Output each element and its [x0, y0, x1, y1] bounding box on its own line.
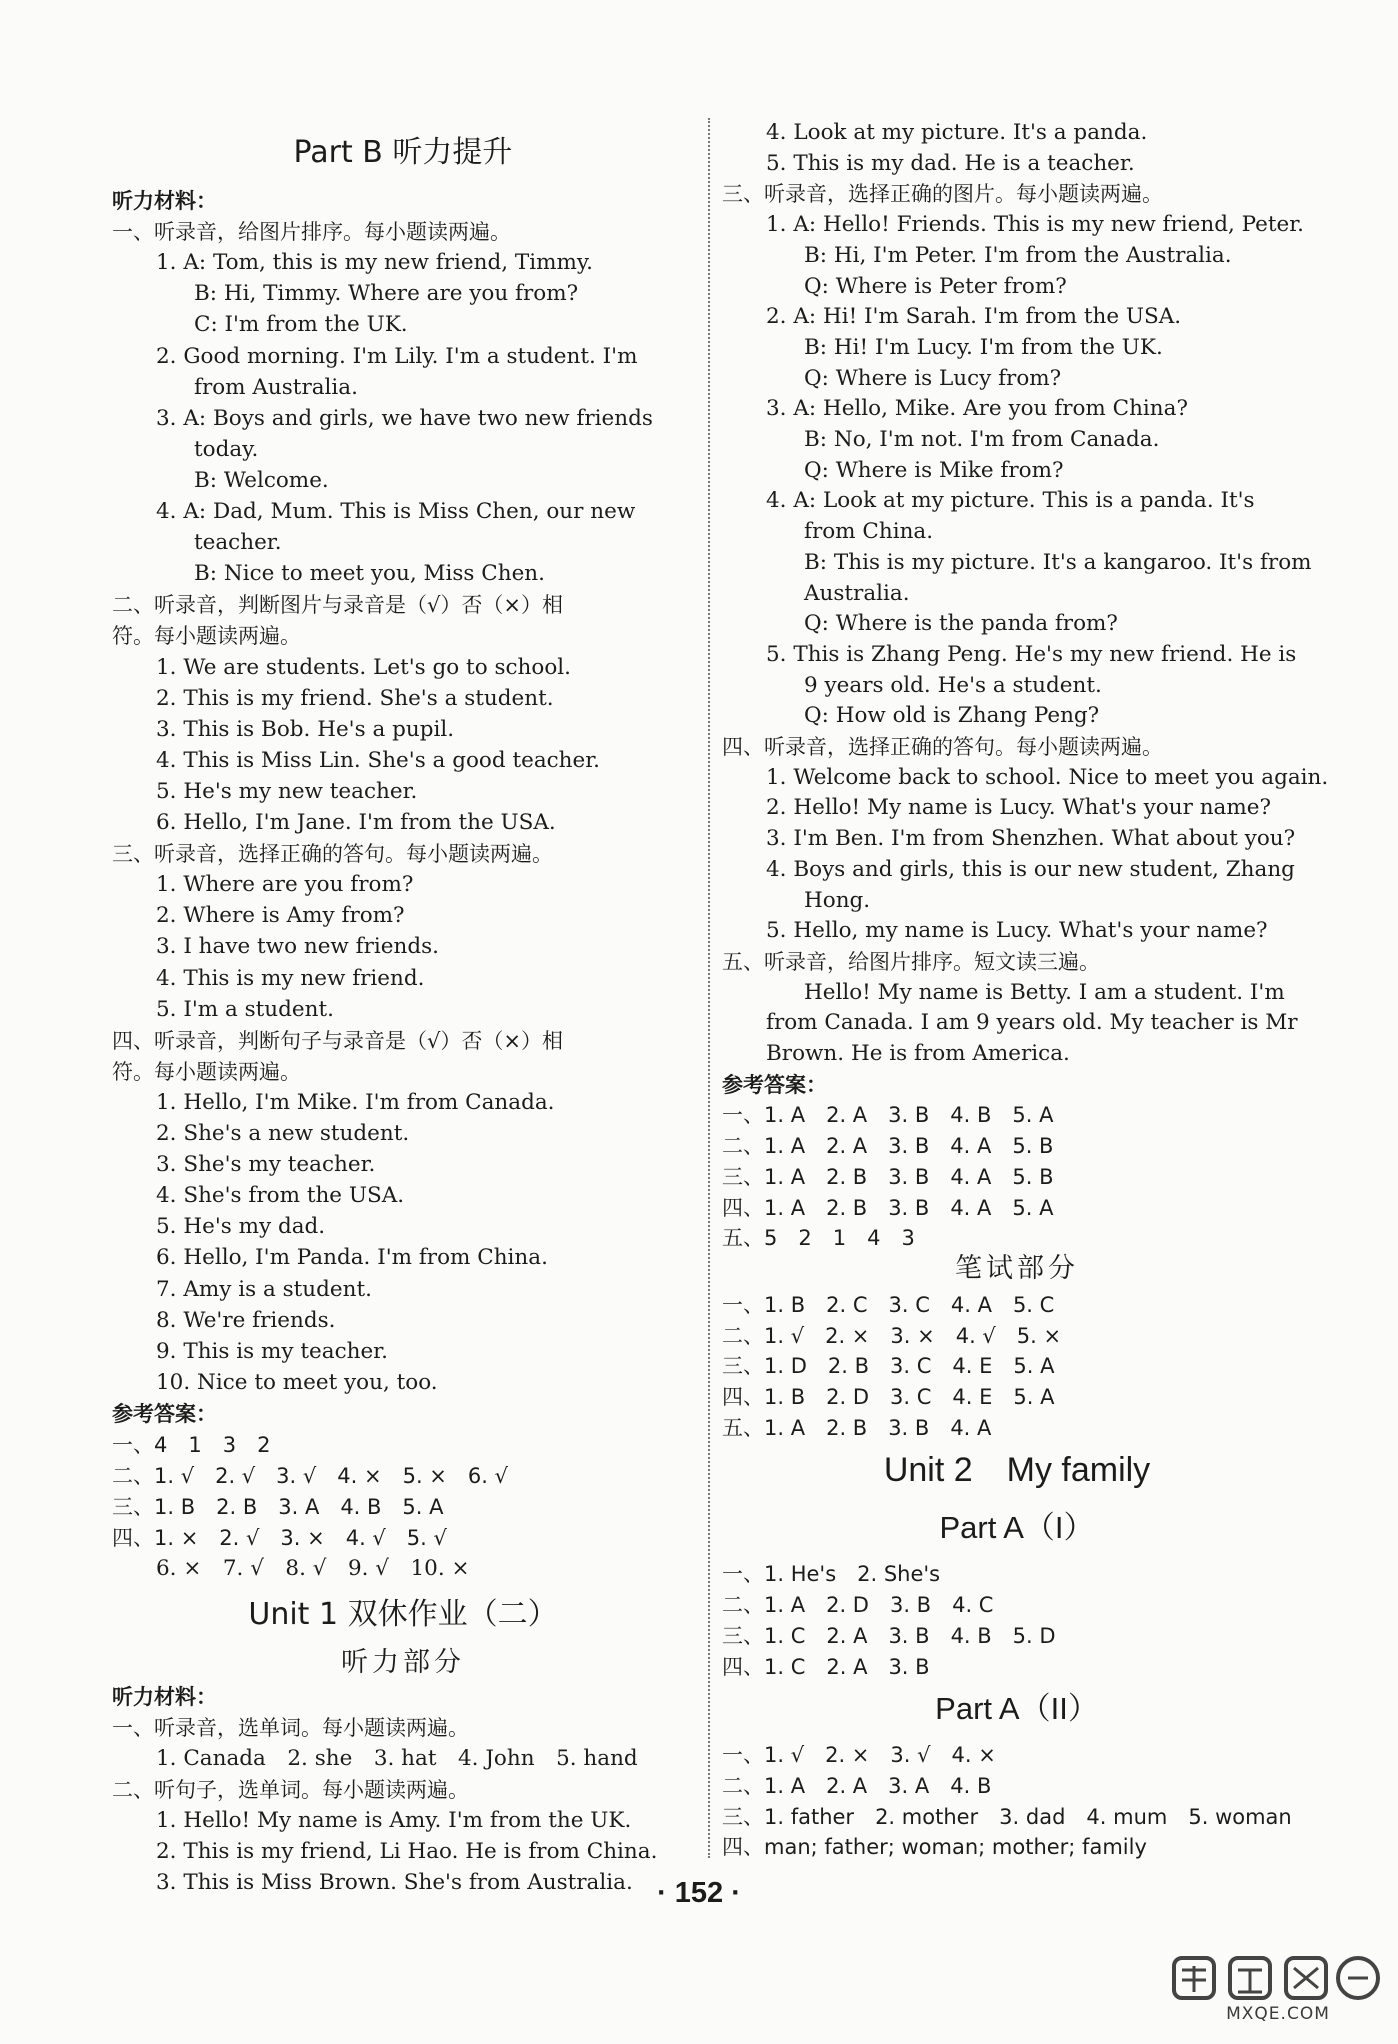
question-header: 二、1. A 2. A 3. A 4. B — [722, 1773, 992, 1798]
section-heading: Unit 2 My family — [883, 1451, 1151, 1490]
text-line: 3. A: Hello, Mike. Are you from China? — [766, 396, 1189, 422]
question-header: 五、1. A 2. B 3. B 4. A — [722, 1415, 992, 1440]
text-line: 5. Hello, my name is Lucy. What's your name? — [766, 918, 1268, 944]
text-line: 3. I'm Ben. I'm from Shenzhen. What about you? — [766, 826, 1296, 852]
question-header: 一、1. A 2. A 3. B 4. B 5. A — [722, 1103, 1054, 1128]
text-line: B: This is my picture. It's a kangaroo. It's from — [804, 549, 1312, 575]
question-header: 三、1. C 2. A 3. B 4. B 5. D — [722, 1623, 1056, 1648]
text-line: Q: Where is Mike from? — [804, 457, 1064, 483]
text-line: B: Hi! I'm Lucy. I'm from the UK. — [804, 334, 1163, 360]
text-line: 1. We are students. Let's go to school. — [156, 654, 571, 680]
text-line: Q: How old is Zhang Peng? — [804, 703, 1100, 729]
question-header: 三、1. D 2. B 3. C 4. E 5. A — [722, 1354, 1055, 1379]
question-header: 一、1. B 2. C 3. C 4. A 5. C — [722, 1292, 1055, 1317]
text-line: 5. He's my new teacher. — [156, 778, 418, 804]
watermark-text: MXQE.COM — [1226, 2004, 1330, 2024]
question-header: 三、听录音，选择正确的图片。每小题读两遍。 — [722, 182, 1163, 207]
question-header: 二、听录音，判断图片与录音是（√）否（×）相 — [112, 593, 563, 618]
text-line: B: Welcome. — [194, 467, 329, 493]
question-header: 一、4 1 3 2 — [112, 1433, 271, 1457]
text-line: 4. She's from the USA. — [156, 1183, 405, 1209]
question-header: 二、听句子，选单词。每小题读两遍。 — [112, 1777, 469, 1802]
text-line: 10. Nice to meet you, too. — [156, 1369, 438, 1395]
text-line: 1. A: Hello! Friends. This is my new friend, Peter. — [766, 212, 1305, 238]
text-line: Q: Where is Lucy from? — [804, 365, 1062, 391]
text-line: from China. — [804, 519, 934, 545]
text-line: 5. This is Zhang Peng. He's my new friend. He is — [766, 641, 1297, 667]
text-line: 1. Hello! My name is Amy. I'm from the UK. — [156, 1807, 632, 1833]
text-line: 4. Boys and girls, this is our new student, Zhang — [766, 856, 1295, 882]
text-line: Brown. He is from America. — [766, 1041, 1070, 1066]
text-line: Australia. — [804, 580, 910, 606]
text-line: 3. A: Boys and girls, we have two new friends — [156, 405, 653, 431]
text-line: 5. This is my dad. He is a teacher. — [766, 150, 1135, 176]
question-header: 三、1. father 2. mother 3. dad 4. mum 5. woman — [722, 1804, 1292, 1829]
text-line: 2. This is my friend, Li Hao. He is from China. — [156, 1839, 658, 1864]
question-header: 三、听录音，选择正确的答句。每小题读两遍。 — [112, 842, 553, 867]
section-heading: 听力部分 — [341, 1646, 465, 1678]
text-line: 2. A: Hi! I'm Sarah. I'm from the USA. — [766, 304, 1182, 330]
text-line: from Australia. — [194, 374, 358, 400]
text-line: 1. A: Tom, this is my new friend, Timmy. — [156, 250, 594, 276]
question-header: 一、1. He's 2. She's — [722, 1562, 941, 1587]
text-line: 5. I'm a student. — [156, 996, 334, 1022]
text-line: Hong. — [804, 887, 871, 913]
section-heading: Part A（II） — [935, 1691, 1099, 1727]
section-heading: Unit 1 双休作业（二） — [248, 1596, 558, 1632]
question-header: 符。每小题读两遍。 — [112, 1059, 301, 1084]
text-line: 9. This is my teacher. — [156, 1338, 388, 1364]
section-heading: Part A（I） — [939, 1510, 1095, 1546]
text-line: 4. A: Dad, Mum. This is Miss Chen, our new — [156, 499, 636, 524]
question-header: 四、听录音，选择正确的答句。每小题读两遍。 — [722, 735, 1163, 759]
text-line: 6. Hello, I'm Jane. I'm from the USA. — [156, 810, 556, 835]
text-line: 2. Where is Amy from? — [156, 903, 405, 929]
text-line: 1. Hello, I'm Mike. I'm from Canada. — [156, 1089, 555, 1115]
text-line: 4. A: Look at my picture. This is a panda. It's — [766, 488, 1255, 514]
text-line: 6. × 7. √ 8. √ 9. √ 10. × — [156, 1556, 470, 1582]
watermark-logo-icon — [1168, 1952, 1388, 2008]
question-header: 四、1. C 2. A 3. B — [722, 1654, 930, 1679]
text-line: 1. Canada 2. she 3. hat 4. John 5. hand — [156, 1745, 638, 1771]
text-line: 2. Hello! My name is Lucy. What's your name? — [766, 795, 1271, 821]
column-divider — [708, 118, 710, 1858]
text-line: B: No, I'm not. I'm from Canada. — [804, 427, 1160, 452]
question-header: 五、5 2 1 4 3 — [722, 1226, 915, 1251]
question-header: 五、听录音，给图片排序。短文读三遍。 — [722, 949, 1100, 974]
section-label: 听力材料： — [112, 1684, 217, 1709]
text-line: today. — [194, 436, 259, 462]
text-line: B: Hi, I'm Peter. I'm from the Australia. — [804, 242, 1232, 268]
text-line: Hello! My name is Betty. I am a student. I'm — [804, 979, 1285, 1005]
section-label: 参考答案： — [112, 1401, 217, 1426]
question-header: 二、1. A 2. A 3. B 4. A 5. B — [722, 1134, 1054, 1159]
question-header: 三、1. A 2. B 3. B 4. A 5. B — [722, 1164, 1054, 1189]
section-heading: Part B 听力提升 — [293, 135, 513, 170]
question-header: 一、听录音，选单词。每小题读两遍。 — [112, 1715, 469, 1740]
text-line: 4. This is Miss Lin. She's a good teacher. — [156, 747, 601, 773]
text-line: 8. We're friends. — [156, 1307, 336, 1333]
question-header: 四、1. A 2. B 3. B 4. A 5. A — [722, 1195, 1054, 1220]
text-line: B: Nice to meet you, Miss Chen. — [194, 561, 545, 587]
text-line: 9 years old. He's a student. — [804, 672, 1102, 698]
text-line: 3. This is Bob. He's a pupil. — [156, 716, 455, 742]
text-line: Q: Where is Peter from? — [804, 273, 1067, 299]
page-number: · 152 · — [657, 1877, 741, 1909]
text-line: 2. Good morning. I'm Lily. I'm a student. I'm — [156, 343, 638, 369]
question-header: 符。每小题读两遍。 — [112, 624, 301, 649]
text-line: Q: Where is the panda from? — [804, 611, 1118, 637]
text-line: B: Hi, Timmy. Where are you from? — [194, 281, 579, 307]
question-header: 三、1. B 2. B 3. A 4. B 5. A — [112, 1495, 444, 1520]
text-line: 3. This is Miss Brown. She's from Australia. — [156, 1870, 633, 1896]
question-header: 二、1. A 2. D 3. B 4. C — [722, 1593, 994, 1618]
text-line: 1. Where are you from? — [156, 872, 414, 898]
question-header: 四、1. B 2. D 3. C 4. E 5. A — [722, 1385, 1055, 1409]
question-header: 四、man; father; woman; mother; family — [722, 1835, 1147, 1860]
question-header: 二、1. √ 2. × 3. × 4. √ 5. × — [722, 1323, 1062, 1348]
text-line: 2. She's a new student. — [156, 1121, 410, 1146]
section-label: 参考答案： — [722, 1072, 827, 1097]
question-header: 二、1. √ 2. √ 3. √ 4. × 5. × 6. √ — [112, 1464, 508, 1489]
section-label: 听力材料： — [112, 189, 217, 213]
text-line: 4. Look at my picture. It's a panda. — [766, 120, 1148, 145]
text-line: teacher. — [194, 530, 282, 556]
text-line: 1. Welcome back to school. Nice to meet you again. — [766, 764, 1329, 790]
text-line: 4. This is my new friend. — [156, 965, 425, 991]
question-header: 四、1. × 2. √ 3. × 4. √ 5. √ — [112, 1526, 447, 1551]
text-line: 3. She's my teacher. — [156, 1152, 376, 1178]
text-line: from Canada. I am 9 years old. My teacher is Mr — [766, 1010, 1298, 1036]
question-header: 一、1. √ 2. × 3. √ 4. × — [722, 1743, 996, 1768]
text-line: 3. I have two new friends. — [156, 934, 439, 960]
text-line: C: I'm from the UK. — [194, 312, 408, 338]
text-line: 7. Amy is a student. — [156, 1276, 372, 1302]
section-heading: 笔试部分 — [955, 1252, 1079, 1284]
question-header: 一、听录音，给图片排序。每小题读两遍。 — [112, 220, 511, 245]
text-line: 6. Hello, I'm Panda. I'm from China. — [156, 1245, 548, 1271]
text-line: 2. This is my friend. She's a student. — [156, 685, 554, 711]
watermark-logo — [1168, 1952, 1388, 2036]
question-header: 四、听录音，判断句子与录音是（√）否（×）相 — [112, 1028, 563, 1053]
text-line: 5. He's my dad. — [156, 1214, 326, 1240]
